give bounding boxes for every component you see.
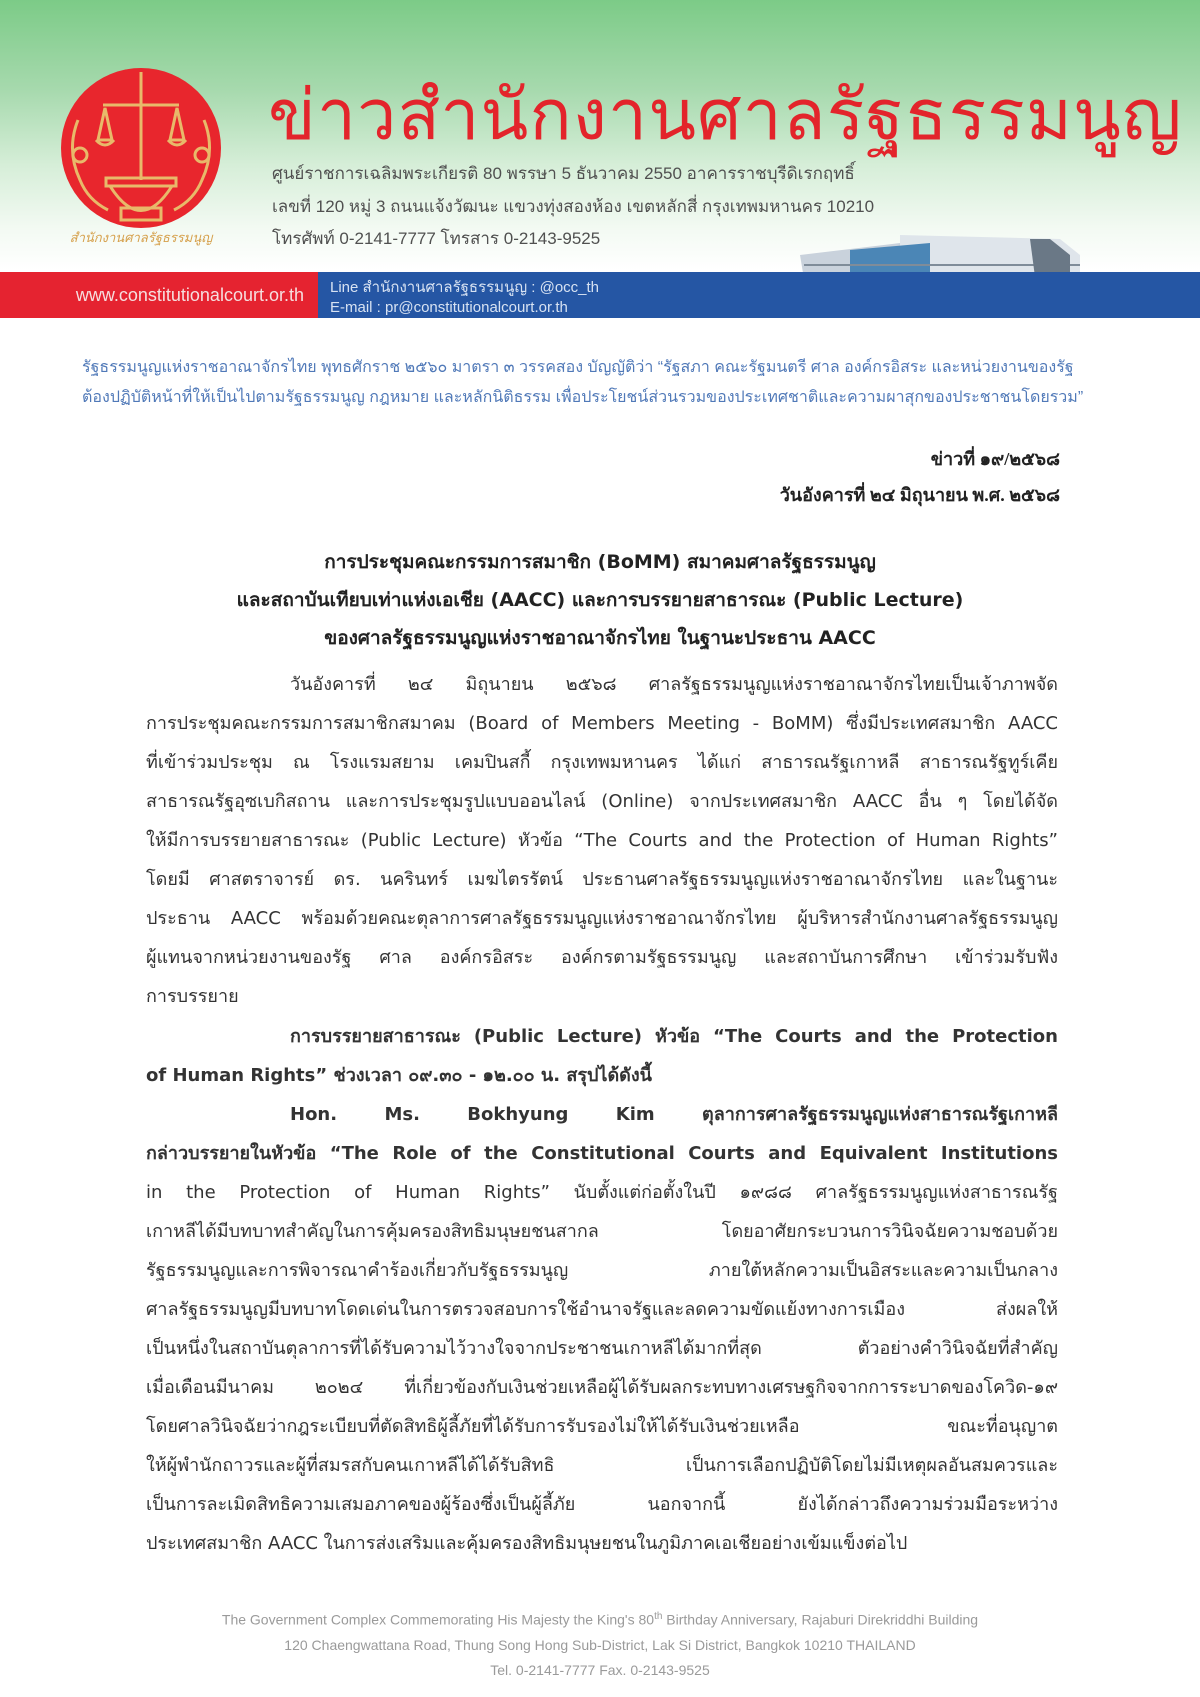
headline-line-1: การประชุมคณะกรรมการสมาชิก (BoMM) สมาคมศาลรัฐธรรมนูญ [324, 551, 876, 573]
paragraph-3-line: Hon. Ms. Bokhyung Kim ตุลาการศาลรัฐธรรมนูญแห่งสาธารณรัฐเกาหลี [290, 1104, 1058, 1125]
page-title: ข่าวสำนักงานศาลรัฐธรรมนูญ [268, 76, 1183, 154]
constitution-motto-line-2: ต้องปฏิบัติหน้าที่ให้เป็นไปตามรัฐธรรมนูญ กฎหมาย และหลักนิติธรรม เพื่อประโยชน์ส่วนรวมของประเทศชาติและความผาสุกของประชาชนโดยรวม” [82, 389, 1084, 406]
contact-bar [318, 272, 1200, 318]
paragraph-3-line: เมื่อเดือนมีนาคม ๒๐๒๔ ที่เกี่ยวข้องกับเงินช่วยเหลือผู้ได้รับผลกระทบทางเศรษฐกิจจากการระบาดของโควิด-๑๙ [146, 1377, 1058, 1398]
svg-text:สำนักงานศาลรัฐธรรมนูญ: สำนักงานศาลรัฐธรรมนูญ [69, 231, 213, 246]
paragraph-1-line: การบรรยาย [146, 986, 239, 1007]
paragraph-1-line: ที่เข้าร่วมประชุม ณ โรงแรมสยาม เคมปินสกี้ กรุงเทพมหานคร ได้แก่ สาธารณรัฐเกาหลี สาธารณรัฐทูร์เคีย [146, 752, 1058, 773]
line-contact: Line สำนักงานศาลรัฐธรรมนูญ : @occ_th [330, 279, 600, 296]
paragraph-1-line: ผู้แทนจากหน่วยงานของรัฐ ศาล องค์กรอิสระ องค์กรตามรัฐธรรมนูญ และสถาบันการศึกษา เข้าร่วมรับฟัง [146, 947, 1058, 968]
paragraph-3-line: ศาลรัฐธรรมนูญมีบทบาทโดดเด่นในการตรวจสอบการใช้อำนาจรัฐและลดความขัดแย้งทางการเมือง ส่งผลให้ [146, 1299, 1058, 1320]
email-contact[interactable]: E-mail : pr@constitutionalcourt.or.th [330, 299, 568, 316]
headline-line-3: ของศาลรัฐธรรมนูญแห่งราชอาณาจักรไทย ในฐานะประธาน AACC [324, 627, 876, 649]
court-emblem-icon [58, 60, 224, 250]
paragraph-1-line: โดยมี ศาสตราจารย์ ดร. นครินทร์ เมฆไตรรัตน์ ประธานศาลรัฐธรรมนูญแห่งราชอาณาจักรไทย และในฐานะ [146, 869, 1058, 890]
footer-address-line-2: 120 Chaengwattana Road, Thung Song Hong Sub-District, Lak Si District, Bangkok 10210 THAILAND [284, 1637, 916, 1653]
paragraph-3-line: เกาหลีได้มีบทบาทสำคัญในการคุ้มครองสิทธิมนุษยชนสากล โดยอาศัยกระบวนการวินิจฉัยความชอบด้วย [146, 1221, 1058, 1242]
paragraph-1-line: สาธารณรัฐอุซเบกิสถาน และการประชุมรูปแบบออนไลน์ (Online) จากประเทศสมาชิก AACC อื่น ๆ โดยได้จัด [146, 791, 1058, 812]
website-link[interactable]: www.constitutionalcourt.or.th [75, 284, 304, 305]
paragraph-3-line: ประเทศสมาชิก AACC ในการส่งเสริมและคุ้มครองสิทธิมนุษยชนในภูมิภาคเอเชียอย่างเข้มแข็งต่อไป [146, 1533, 908, 1554]
paragraph-3-line: in the Protection of Human Rights” นับตั้งแต่ก่อตั้งในปี ๑๙๘๘ ศาลรัฐธรรมนูญแห่งสาธารณรัฐ [146, 1182, 1058, 1203]
paragraph-3-line: ให้ผู้พำนักถาวรและผู้ที่สมรสกับคนเกาหลีได้ได้รับสิทธิ เป็นการเลือกปฏิบัติโดยไม่มีเหตุผลอันสมควรและ [146, 1455, 1058, 1476]
address-line-1: ศูนย์ราชการเฉลิมพระเกียรติ 80 พรรษา 5 ธันวาคม 2550 อาคารราชบุรีดิเรกฤทธิ์ [272, 164, 855, 183]
news-number: ข่าวที่ ๑๙/๒๕๖๘ [930, 449, 1060, 469]
paragraph-1-line: ให้มีการบรรยายสาธารณะ (Public Lecture) หัวข้อ “The Courts and the Protection of Human Rights” [146, 830, 1058, 851]
paragraph-1-line: วันอังคารที่ ๒๔ มิถุนายน ๒๕๖๘ ศาลรัฐธรรมนูญแห่งราชอาณาจักรไทยเป็นเจ้าภาพจัด [290, 674, 1058, 695]
phone-line: โทรศัพท์ 0-2141-7777 โทรสาร 0-2143-9525 [272, 229, 601, 248]
paragraph-1-line: การประชุมคณะกรรมการสมาชิกสมาคม (Board of Members Meeting - BoMM) ซึ่งมีประเทศสมาชิก AACC [146, 713, 1058, 734]
paragraph-3-line: เป็นการละเมิดสิทธิความเสมอภาคของผู้ร้องซึ่งเป็นผู้ลี้ภัย นอกจากนี้ ยังได้กล่าวถึงความร่วมมือระหว่าง [146, 1494, 1058, 1515]
constitution-motto-line-1: รัฐธรรมนูญแห่งราชอาณาจักรไทย พุทธศักราช ๒๕๖๐ มาตรา ๓ วรรคสอง บัญญัติว่า “รัฐสภา คณะรัฐมนตรี ศาล องค์กรอิสระ และหน่วยงานของรัฐ [82, 359, 1074, 376]
footer-address-line-1: The Government Complex Commemorating His Majesty the King's 80th Birthday Anniversary, Rajaburi Direkriddhi Building [221, 1611, 979, 1628]
paragraph-3-line: กล่าวบรรยายในหัวข้อ “The Role of the Constitutional Courts and Equivalent Institutions [146, 1143, 1058, 1164]
paragraph-1-line: ประธาน AACC พร้อมด้วยคณะตุลาการศาลรัฐธรรมนูญแห่งราชอาณาจักรไทย ผู้บริหารสำนักงานศาลรัฐธรรมนูญ [146, 908, 1058, 929]
footer-contact: Tel. 0-2141-7777 Fax. 0-2143-9525 [490, 1662, 710, 1678]
paragraph-2-line: การบรรยายสาธารณะ (Public Lecture) หัวข้อ “The Courts and the Protection [290, 1026, 1058, 1047]
paragraph-2-line: of Human Rights” ช่วงเวลา ๐๙.๓๐ - ๑๒.๐๐ น. สรุปได้ดังนี้ [146, 1065, 652, 1086]
paragraph-3-line: รัฐธรรมนูญและการพิจารณาคำร้องเกี่ยวกับรัฐธรรมนูญ ภายใต้หลักความเป็นอิสระและความเป็นกลาง [146, 1260, 1058, 1281]
news-date: วันอังคารที่ ๒๔ มิถุนายน พ.ศ. ๒๕๖๘ [779, 485, 1060, 505]
letterhead [0, 0, 1200, 318]
headline-line-2: และสถาบันเทียบเท่าแห่งเอเชีย (AACC) และการบรรยายสาธารณะ (Public Lecture) [236, 589, 964, 611]
address-line-2: เลขที่ 120 หมู่ 3 ถนนแจ้งวัฒนะ แขวงทุ่งสองห้อง เขตหลักสี่ กรุงเทพมหานคร 10210 [272, 197, 875, 216]
paragraph-3-line: เป็นหนึ่งในสถาบันตุลาการที่ได้รับความไว้วางใจจากประชาชนเกาหลีได้มากที่สุด ตัวอย่างคำวินิจฉัยที่สำคัญ [146, 1338, 1058, 1359]
paragraph-3-line: โดยศาลวินิจฉัยว่ากฎระเบียบที่ตัดสิทธิผู้ลี้ภัยที่ได้รับการรับรองไม่ให้ได้รับเงินช่วยเหลือ ขณะที่อนุญาต [146, 1416, 1058, 1437]
website-bar [0, 272, 318, 318]
